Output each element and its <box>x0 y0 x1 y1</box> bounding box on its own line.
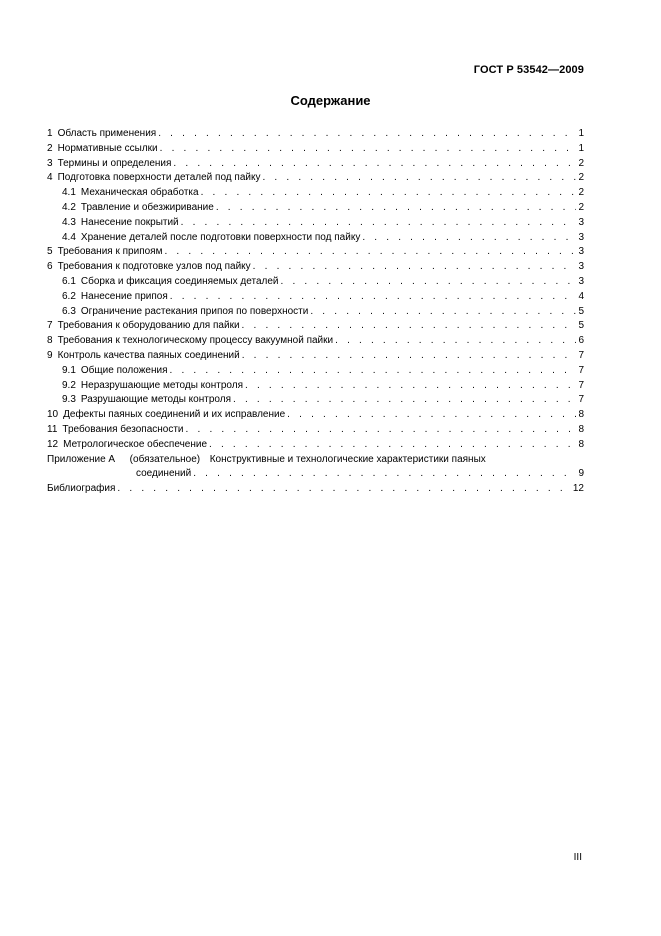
toc-entry-label: Сборка и фиксация соединяемых деталей <box>80 275 279 287</box>
toc-entry-label: Нанесение припоя <box>80 290 168 302</box>
toc-entry-page: 2 <box>578 201 584 213</box>
dot-leader <box>160 142 577 157</box>
toc-entry-appendix-a-cont[interactable] <box>47 467 584 482</box>
page-number: III <box>573 852 582 863</box>
toc-entry-label: Подготовка поверхности деталей под пайку <box>57 172 261 184</box>
toc-entry-number: 9.3 <box>62 394 76 406</box>
toc-entry-number: 3 <box>47 157 53 169</box>
toc-entry-page: 3 <box>578 261 584 273</box>
toc-entry-label: Контроль качества паяных соединений <box>57 349 240 361</box>
toc-entry-6-1[interactable] <box>47 275 584 290</box>
dot-leader <box>287 408 576 423</box>
toc-entry-label: Требования безопасности <box>62 423 184 435</box>
toc-entry-label: Разрушающие методы контроля <box>80 394 231 406</box>
dot-leader <box>362 231 576 246</box>
toc-entry-label: Метрологическое обеспечение <box>63 438 208 450</box>
document-id: ГОСТ Р 53542—2009 <box>473 64 584 76</box>
toc-entry-4-4[interactable] <box>47 231 584 246</box>
toc-entry-page: 3 <box>578 246 584 258</box>
toc-title: Содержание <box>290 93 371 108</box>
toc-entry-number: 5 <box>47 246 53 258</box>
dot-leader <box>164 245 576 260</box>
toc-entry-page: 6 <box>578 335 584 347</box>
toc-entry-11[interactable] <box>47 423 584 438</box>
toc-entry-label: Травление и обезжиривание <box>80 201 214 213</box>
toc-entry-label: Библиография <box>47 483 116 495</box>
dot-leader <box>242 319 577 334</box>
dot-leader <box>170 290 577 305</box>
dot-leader <box>173 157 576 172</box>
appendix-status: (обязательное) <box>129 453 201 465</box>
toc-entry-8[interactable] <box>47 334 584 349</box>
toc-entry-bibliography[interactable] <box>47 482 584 497</box>
toc-entry-number: 1 <box>47 128 53 139</box>
toc-entry-number: 12 <box>47 438 59 450</box>
toc-entry-page: 3 <box>578 275 584 287</box>
toc-entry-number: 6.1 <box>62 275 76 287</box>
dot-leader <box>117 482 570 497</box>
toc-entry-number: 8 <box>47 335 53 347</box>
toc-entry-page: 8 <box>578 438 584 450</box>
dot-leader <box>310 305 576 320</box>
toc-entry-7[interactable] <box>47 319 584 334</box>
dot-leader <box>216 201 577 216</box>
toc-entry-page: 12 <box>572 483 584 495</box>
toc-entry-4-1[interactable] <box>47 186 584 201</box>
toc-entry-page: 7 <box>578 349 584 361</box>
toc-entry-2[interactable] <box>47 142 584 157</box>
toc-entry-page: 9 <box>578 468 584 480</box>
toc-entry-9-2[interactable] <box>47 379 584 394</box>
toc-entry-page: 7 <box>578 379 584 391</box>
toc-entry-9[interactable] <box>47 349 584 364</box>
toc-entry-label: Нанесение покрытий <box>80 216 179 228</box>
toc-entry-number: 4.4 <box>62 231 76 243</box>
toc-entry-page: 5 <box>578 320 584 332</box>
dot-leader <box>245 379 576 394</box>
toc-entry-number: 9.1 <box>62 364 76 376</box>
toc-entry-label: Неразрушающие методы контроля <box>80 379 243 391</box>
toc-entry-label: Требования к припоям <box>57 246 163 258</box>
dot-leader <box>201 186 577 201</box>
toc-entry-label: Хранение деталей после подготовки поверхности под пайку <box>80 231 361 243</box>
toc-entry-9-3[interactable] <box>47 393 584 408</box>
toc-entry-number: 10 <box>47 409 59 421</box>
dot-leader <box>181 216 577 231</box>
toc-entry-number: 2 <box>47 142 53 154</box>
toc-entry-label: Область применения <box>57 128 157 139</box>
toc-entry-label: Требования к оборудованию для пайки <box>57 320 240 332</box>
toc-entry-page: 8 <box>578 423 584 435</box>
dot-leader <box>186 423 577 438</box>
dot-leader <box>242 349 577 364</box>
toc-entry-4-3[interactable] <box>47 216 584 231</box>
dot-leader <box>335 334 576 349</box>
toc-entry-label: Механическая обработка <box>80 187 199 199</box>
toc-entry-label: Требования к технологическому процессу вакуумной пайки <box>57 335 334 347</box>
toc-entry-number: 6 <box>47 261 53 273</box>
toc-entry-number: 4.2 <box>62 201 76 213</box>
toc-entry-page: 1 <box>578 142 584 154</box>
toc-entry-label: Ограничение растекания припоя по поверхности <box>80 305 309 317</box>
toc-entry-label: Общие положения <box>80 364 168 376</box>
toc-entry-1[interactable] <box>47 127 584 142</box>
toc-entry-page: 7 <box>578 394 584 406</box>
toc-entry-9-1[interactable] <box>47 364 584 379</box>
toc-entry-number: 4 <box>47 172 53 184</box>
toc-entry-4-2[interactable] <box>47 201 584 216</box>
toc-entry-6-3[interactable] <box>47 305 584 320</box>
dot-leader <box>209 438 576 453</box>
toc-entry-number: 11 <box>47 423 58 435</box>
dot-leader <box>193 467 576 482</box>
toc-entry-3[interactable] <box>47 157 584 172</box>
toc-entry-number: 6.3 <box>62 305 76 317</box>
toc-entry-12[interactable] <box>47 438 584 453</box>
dot-leader <box>158 127 576 142</box>
toc-entry-page: 4 <box>578 290 584 302</box>
toc-entry-number: 4.1 <box>62 187 76 199</box>
toc-entry-label: Нормативные ссылки <box>57 142 158 154</box>
toc-entry-page: 8 <box>578 409 584 421</box>
dot-leader <box>253 260 577 275</box>
toc-entry-5[interactable] <box>47 245 584 260</box>
toc-entry-label: Термины и определения <box>57 157 172 169</box>
toc-entry-10[interactable] <box>47 408 584 423</box>
toc-entry-appendix-a[interactable] <box>47 453 584 468</box>
toc-entry-4[interactable] <box>47 171 584 186</box>
toc-entry-6-2[interactable] <box>47 290 584 305</box>
toc-entry-page: 5 <box>578 305 584 317</box>
dot-leader <box>262 171 576 186</box>
toc-entry-page: 1 <box>578 128 584 139</box>
dot-leader <box>170 364 577 379</box>
toc-entry-label: Дефекты паяных соединений и их исправление <box>63 409 286 421</box>
toc-entry-page: 7 <box>578 364 584 376</box>
dot-leader <box>233 393 576 408</box>
toc-entry-page: 3 <box>578 231 584 243</box>
appendix-title-line2: соединений <box>136 468 192 480</box>
toc-entry-number: 6.2 <box>62 290 76 302</box>
toc-entry-label: Требования к подготовке узлов под пайку <box>57 261 251 273</box>
toc-entry-number: 9 <box>47 349 53 361</box>
toc-entry-page: 2 <box>578 187 584 199</box>
toc-entry-page: 3 <box>578 216 584 228</box>
toc-entry-number: 7 <box>47 320 53 332</box>
toc-entry-page: 2 <box>578 172 584 184</box>
toc-entry-number: 4.3 <box>62 216 76 228</box>
dot-leader <box>281 275 577 290</box>
toc-entry-page: 2 <box>578 157 584 169</box>
toc-entry-6[interactable] <box>47 260 584 275</box>
appendix-prefix: Приложение А <box>47 453 116 465</box>
toc-entry-number: 9.2 <box>62 379 76 391</box>
appendix-title-line1: Конструктивные и технологические характеристики паяных <box>209 453 486 465</box>
table-of-contents <box>47 127 584 497</box>
